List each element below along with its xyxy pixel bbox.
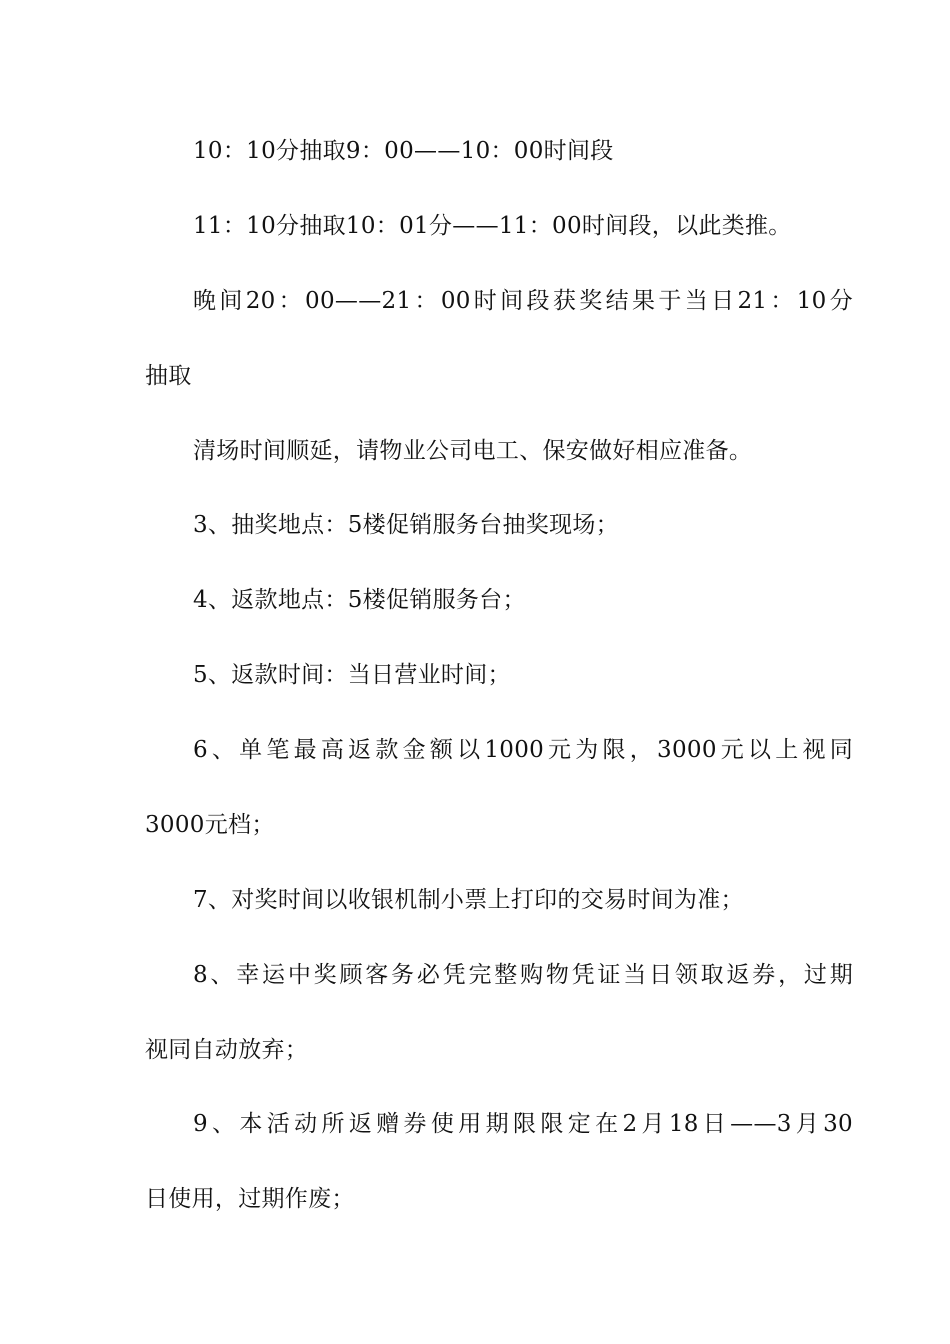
paragraph-line-3: 晚间20：00——21：00时间段获奖结果于当日21：10分 bbox=[193, 288, 853, 314]
paragraph-line-1: 10：10分抽取9：00——10：00时间段 bbox=[193, 138, 614, 164]
paragraph-line-2: 11：10分抽取10：01分——11：00时间段，以此类推。 bbox=[193, 213, 792, 239]
list-item-9-continued: 日使用，过期作废； bbox=[145, 1186, 355, 1212]
list-item-8: 8、幸运中奖顾客务必凭完整购物凭证当日领取返券，过期 bbox=[193, 962, 853, 988]
list-item-3: 3、抽奖地点：5楼促销服务台抽奖现场； bbox=[193, 512, 619, 538]
paragraph-line-4: 抽取 bbox=[145, 363, 192, 389]
list-item-6: 6、单笔最高返款金额以1000元为限，3000元以上视同 bbox=[193, 737, 853, 763]
list-item-7: 7、对奖时间以收银机制小票上打印的交易时间为准； bbox=[193, 887, 744, 913]
list-item-4: 4、返款地点：5楼促销服务台； bbox=[193, 587, 526, 613]
list-item-9: 9、本活动所返赠券使用期限限定在2月18日——3月30 bbox=[193, 1111, 853, 1137]
list-item-5: 5、返款时间：当日营业时间； bbox=[193, 662, 511, 688]
paragraph-line-5: 清场时间顺延，请物业公司电工、保安做好相应准备。 bbox=[193, 438, 753, 464]
list-item-8-continued: 视同自动放弃； bbox=[145, 1037, 309, 1063]
list-item-6-continued: 3000元档； bbox=[145, 812, 275, 838]
